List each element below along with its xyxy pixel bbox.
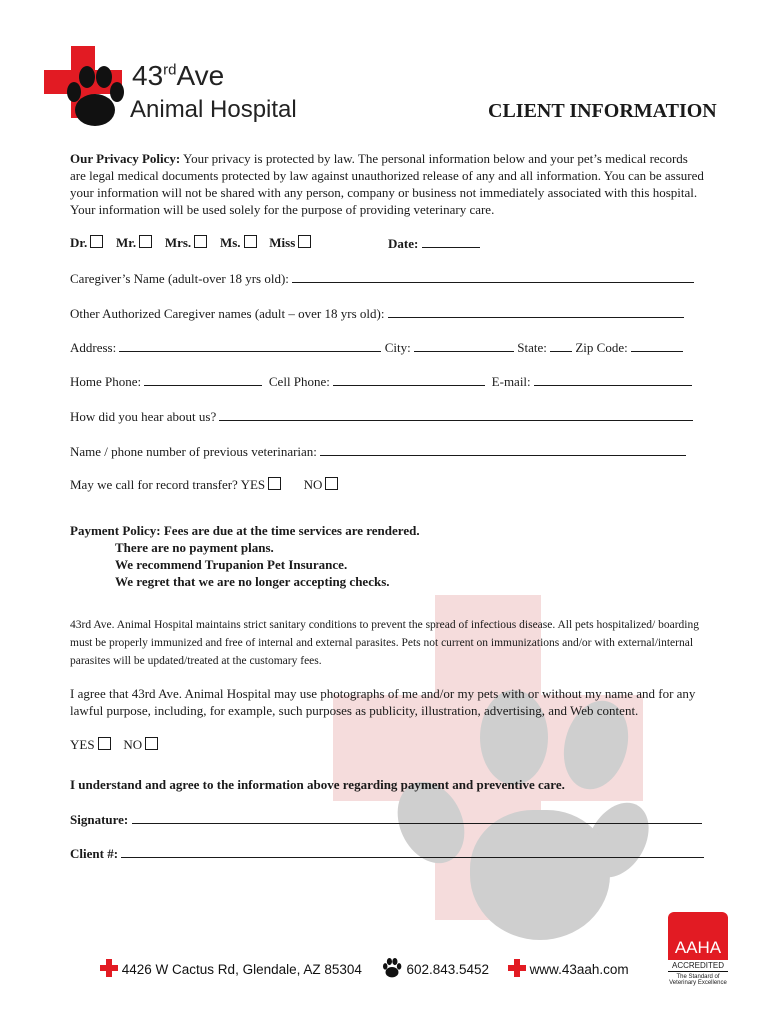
payment-policy <box>70 522 420 590</box>
client-number-label: Client #: <box>70 846 119 861</box>
title-mrs-checkbox[interactable] <box>194 235 207 248</box>
sanitary-policy: 43rd Ave. Animal Hospital maintains strict sanitary conditions to prevent the spread of infectious disease. All pets hospitalized/ boarding must be properly immunized and free of internal and external parasites. Pets not current on immunizations and/or with external/internal parasites will be updated/treated at the customary fees. <box>70 619 699 667</box>
form-title: CLIENT INFORMATION <box>488 100 717 122</box>
phone-row <box>70 373 692 390</box>
other-caregiver-input[interactable] <box>388 305 684 318</box>
footer-phone: 602.843.5452 <box>406 962 490 977</box>
zip-input[interactable] <box>631 339 683 352</box>
privacy-policy <box>70 150 706 218</box>
title-miss-label: Miss <box>269 235 296 250</box>
footer-address: 4426 W Cactus Rd, Glendale, AZ 85304 <box>121 962 362 977</box>
payment-line-3: We regret that we are no longer accepting checks. <box>115 574 390 589</box>
email-input[interactable] <box>534 373 692 386</box>
photo-no-label: NO <box>123 737 143 752</box>
state-label: State: <box>517 340 547 355</box>
agreement-statement: I understand and agree to the information above regarding payment and preventive care. <box>70 777 565 792</box>
aaha-tagline-2: Veterinary Excellence <box>669 980 727 986</box>
photo-yes-checkbox[interactable] <box>98 737 111 750</box>
title-mrs-label: Mrs. <box>164 235 192 250</box>
date-field <box>388 235 480 252</box>
title-dr-label: Dr. <box>70 235 88 250</box>
city-label: City: <box>384 340 411 355</box>
caregiver-field <box>70 270 694 287</box>
photo-no-checkbox[interactable] <box>145 737 158 750</box>
title-ms-checkbox[interactable] <box>244 235 257 248</box>
aaha-tagline-1: The Standard of <box>676 974 720 980</box>
address-row <box>70 339 683 356</box>
aaha-logo <box>668 912 728 960</box>
hear-about-input[interactable] <box>219 408 693 421</box>
date-input[interactable] <box>422 235 480 248</box>
city-input[interactable] <box>414 339 514 352</box>
home-phone-label: Home Phone: <box>70 374 142 389</box>
title-row <box>70 235 314 251</box>
caregiver-label: Caregiver’s Name (adult-over 18 yrs old): <box>70 271 289 286</box>
state-input[interactable] <box>550 339 572 352</box>
prev-vet-input[interactable] <box>320 443 686 456</box>
record-transfer-yes-checkbox[interactable] <box>268 477 281 490</box>
logo-name-line1: 43rdAve <box>132 60 225 91</box>
payment-label: Payment Policy: Fees are due at the time services are rendered. <box>70 523 420 538</box>
cell-phone-input[interactable] <box>333 373 485 386</box>
cell-phone-label: Cell Phone: <box>268 374 330 389</box>
footer <box>100 958 629 978</box>
record-transfer-label: May we call for record transfer? YES <box>70 477 266 492</box>
title-dr-checkbox[interactable] <box>90 235 103 248</box>
client-number-input[interactable] <box>121 845 704 858</box>
photo-consent-options <box>70 737 161 753</box>
title-mr-checkbox[interactable] <box>139 235 152 248</box>
hear-about-label: How did you hear about us? <box>70 409 217 424</box>
aaha-badge <box>668 912 728 986</box>
privacy-label: Our Privacy Policy: <box>70 151 181 166</box>
title-mr-label: Mr. <box>115 235 137 250</box>
footer-web-cross-icon <box>508 959 526 977</box>
record-transfer-no-checkbox[interactable] <box>325 477 338 490</box>
aaha-text: AAHA <box>674 938 722 957</box>
signature-label: Signature: <box>70 812 129 827</box>
zip-label: Zip Code: <box>575 340 628 355</box>
payment-line-2: We recommend Trupanion Pet Insurance. <box>115 557 348 572</box>
title-ms-label: Ms. <box>219 235 241 250</box>
other-caregiver-label: Other Authorized Caregiver names (adult – over 18 yrs old): <box>70 306 385 321</box>
payment-line-1: There are no payment plans. <box>115 540 274 555</box>
signature-field <box>70 811 702 828</box>
title-miss-checkbox[interactable] <box>298 235 311 248</box>
address-label: Address: <box>70 340 117 355</box>
home-phone-input[interactable] <box>144 373 262 386</box>
date-label: Date: <box>388 236 419 251</box>
prev-vet-label: Name / phone number of previous veterinarian: <box>70 444 317 459</box>
photo-consent: I agree that 43rd Ave. Animal Hospital may use photographs of me and/or my pets with or without my name and for any lawful purpose, including, for example, such purposes as publicity, illustration, advertising, and Web content. <box>70 686 696 718</box>
footer-paw-icon <box>381 958 403 978</box>
logo-name-line2: Animal Hospital <box>130 96 297 123</box>
photo-yes-label: YES <box>70 737 95 752</box>
logo-paw-icon <box>64 66 126 128</box>
hospital-logo <box>44 46 297 136</box>
hear-about-field <box>70 408 693 425</box>
footer-website-link[interactable]: www.43aah.com <box>529 962 629 977</box>
prev-vet-field <box>70 443 686 460</box>
signature-input[interactable] <box>132 811 702 824</box>
privacy-text: Your privacy is protected by law. The personal information below and your pet’s medical records are legal medical documents protected by law against unauthorized release of any and all information. You can be assured your information will not be shared with any person, company or business not immediately associated with this hospital. Your information will be used solely for the purpose of providing veterinary care. <box>70 151 704 217</box>
client-number-field <box>70 845 704 862</box>
record-transfer-no-label: NO <box>303 477 323 492</box>
aaha-accredited: ACCREDITED <box>668 960 728 972</box>
address-input[interactable] <box>119 339 381 352</box>
email-label: E-mail: <box>491 374 531 389</box>
other-caregiver-field <box>70 305 684 322</box>
footer-cross-icon <box>100 959 118 977</box>
record-transfer-row <box>70 477 341 493</box>
caregiver-input[interactable] <box>292 270 694 283</box>
